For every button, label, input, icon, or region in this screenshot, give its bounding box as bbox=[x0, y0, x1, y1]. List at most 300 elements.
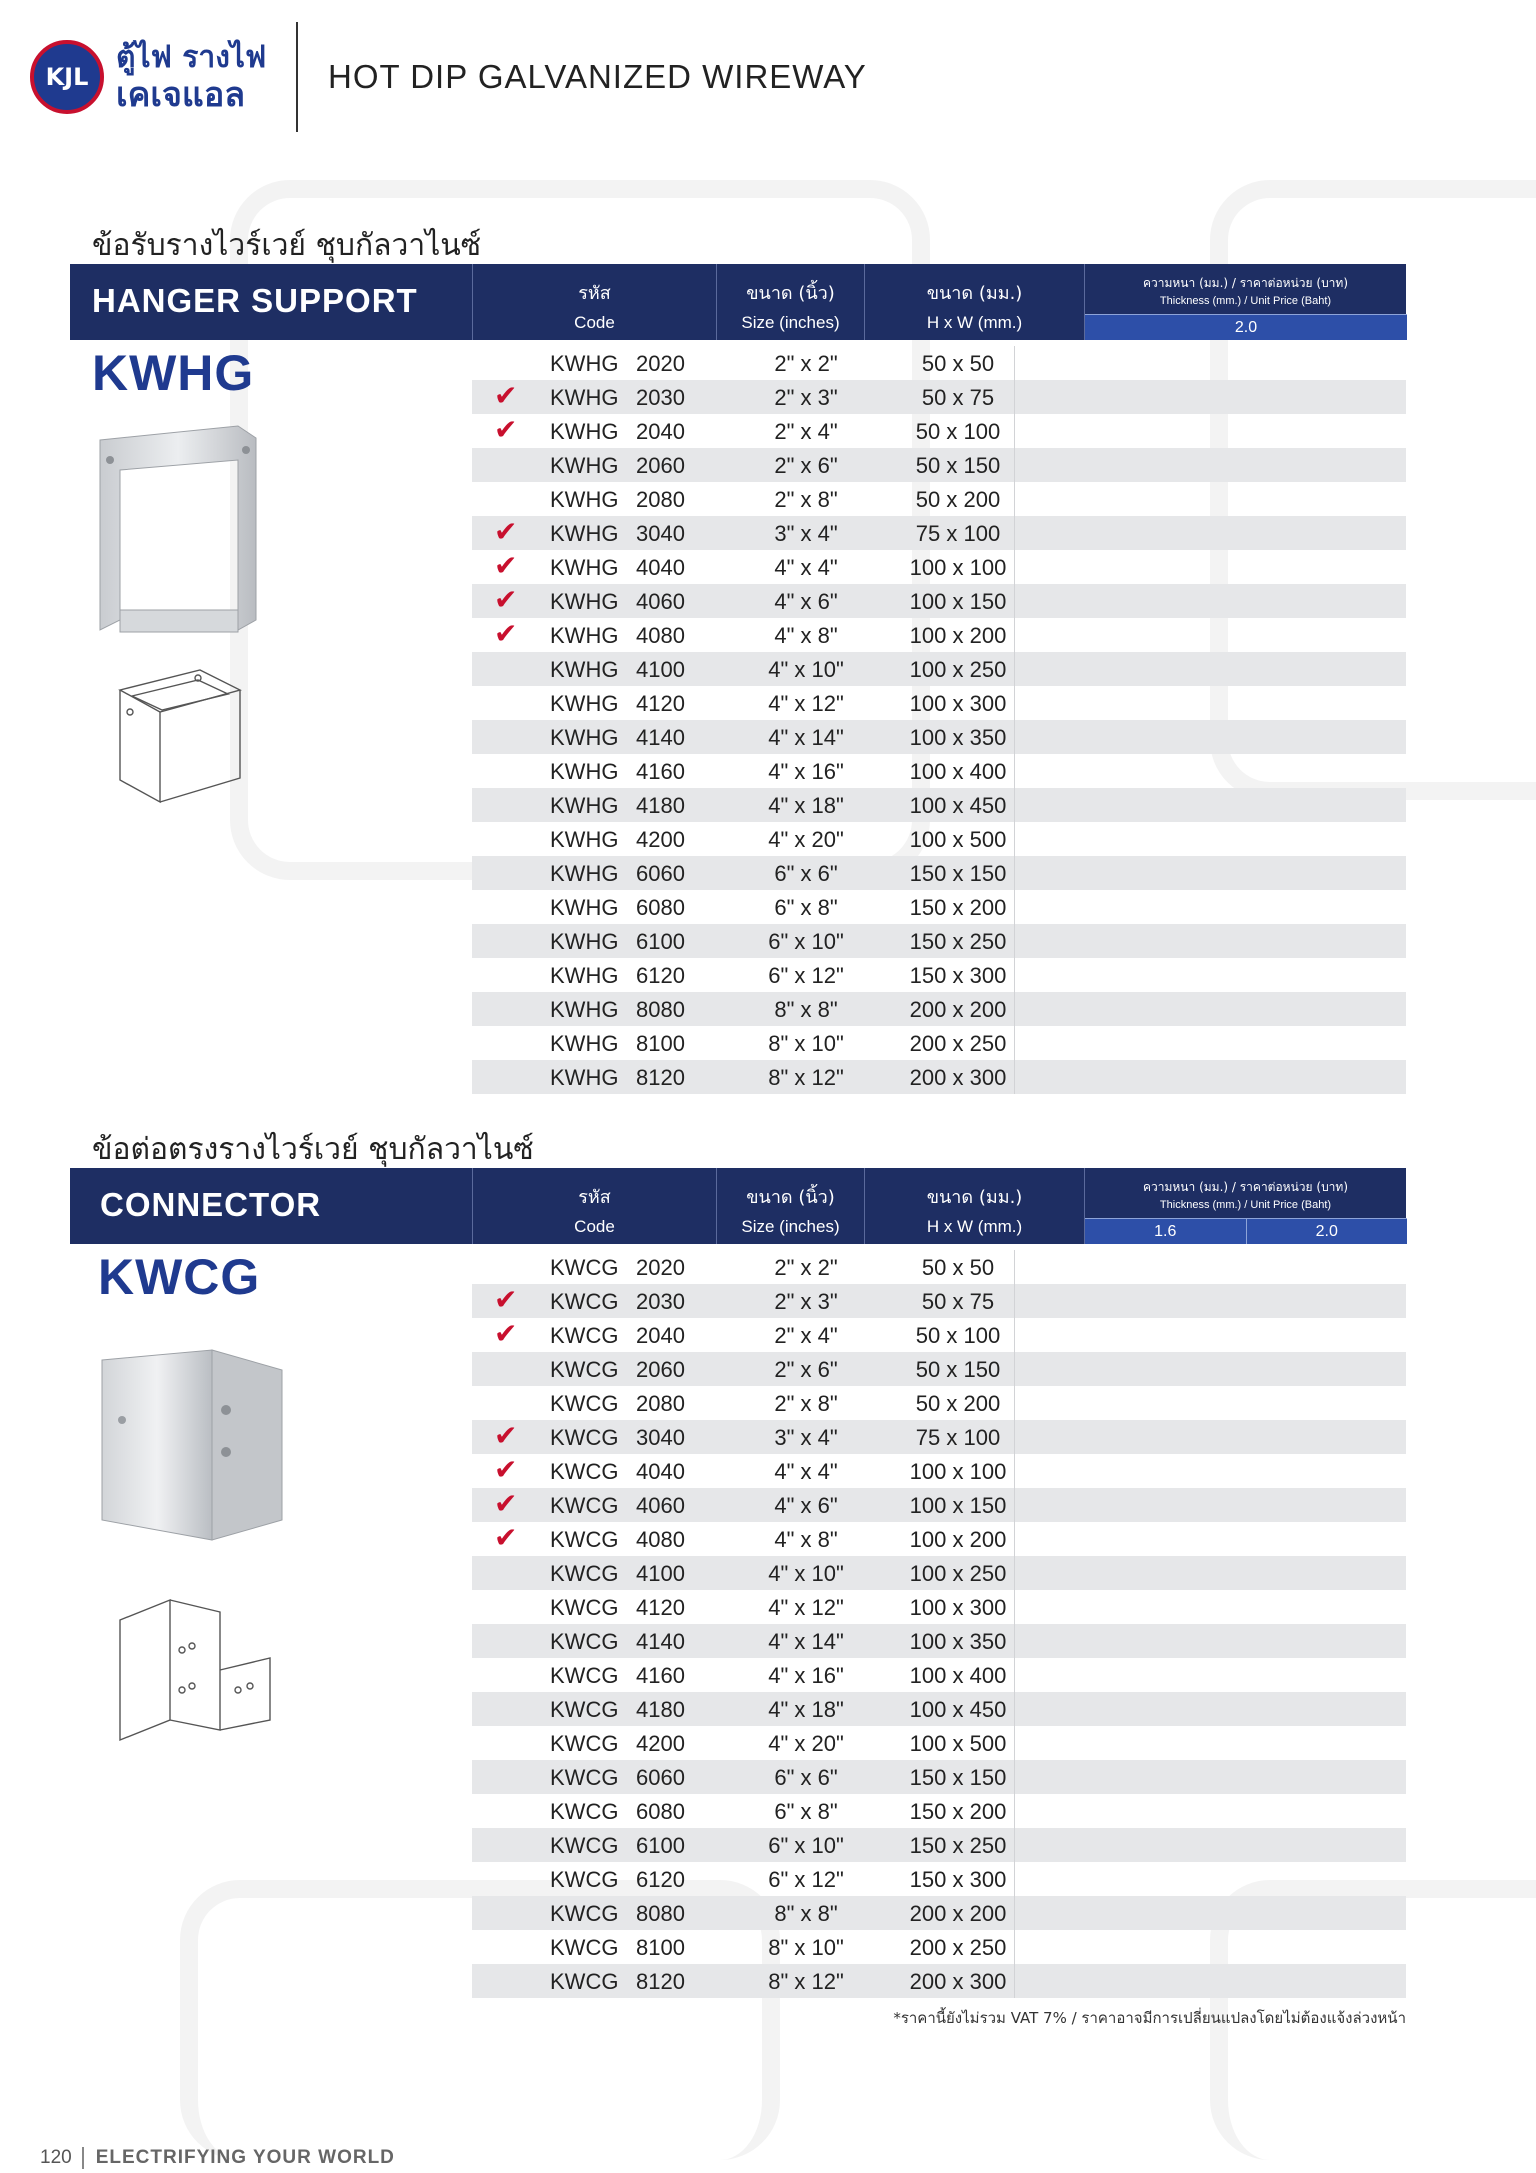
code-prefix: KWCG bbox=[550, 1969, 619, 1994]
thickness-value: 2.0 bbox=[1085, 315, 1407, 340]
code-number: 6060 bbox=[636, 861, 685, 886]
table-row bbox=[472, 958, 1406, 992]
check-mark-icon: ✔ bbox=[494, 583, 518, 616]
size-mm: 100 x 150 bbox=[909, 589, 1007, 614]
column-divider bbox=[1014, 1726, 1015, 1760]
code-prefix: KWCG bbox=[550, 1357, 619, 1382]
check-mark-icon: ✔ bbox=[494, 1453, 518, 1486]
code-number: 2060 bbox=[636, 453, 685, 478]
code-prefix: KWHG bbox=[550, 997, 619, 1022]
size-inches: 6" x 8" bbox=[774, 895, 838, 920]
size-inches: 4" x 12" bbox=[768, 1595, 844, 1620]
size-inches: 4" x 10" bbox=[768, 1561, 844, 1586]
table-row bbox=[472, 1658, 1406, 1692]
code-number: 6120 bbox=[636, 963, 685, 988]
size-mm: 75 x 100 bbox=[915, 521, 1001, 546]
code-number: 4080 bbox=[636, 1527, 685, 1552]
column-divider bbox=[1014, 1250, 1015, 1284]
size-inches: 2" x 8" bbox=[774, 1391, 838, 1416]
hanger-table bbox=[472, 346, 1406, 1094]
column-divider bbox=[1014, 380, 1015, 414]
column-divider bbox=[1014, 924, 1015, 958]
column-divider bbox=[1014, 1488, 1015, 1522]
code-number: 2030 bbox=[636, 385, 685, 410]
size-inches: 8" x 8" bbox=[774, 1901, 838, 1926]
column-divider bbox=[1014, 686, 1015, 720]
hanger-series-code: KWHG bbox=[92, 345, 255, 401]
col-size-inch-header: ขนาด (นิ้ว) Size (inches) bbox=[716, 1168, 864, 1244]
hanger-band-title: HANGER SUPPORT bbox=[92, 282, 418, 319]
code-prefix: KWCG bbox=[550, 1935, 619, 1960]
size-mm: 50 x 75 bbox=[921, 385, 995, 410]
code-prefix: KWCG bbox=[550, 1493, 619, 1518]
size-mm: 50 x 150 bbox=[915, 1357, 1001, 1382]
code-prefix: KWCG bbox=[550, 1799, 619, 1824]
code-number: 6120 bbox=[636, 1867, 685, 1892]
size-inches: 8" x 8" bbox=[774, 997, 838, 1022]
size-inches: 8" x 12" bbox=[768, 1065, 844, 1090]
code-number: 4180 bbox=[636, 793, 685, 818]
code-prefix: KWCG bbox=[550, 1663, 619, 1688]
table-row bbox=[472, 1026, 1406, 1060]
col-thickness-header: ความหนา (มม.) / ราคาต่อหน่วย (บาท) Thickness (mm.) / Unit Price (Baht) 2.0 bbox=[1084, 264, 1406, 340]
check-mark-icon: ✔ bbox=[494, 515, 518, 548]
table-row bbox=[472, 1420, 1406, 1454]
code-number: 6060 bbox=[636, 1765, 685, 1790]
code-number: 4140 bbox=[636, 725, 685, 750]
size-inches: 8" x 12" bbox=[768, 1969, 844, 1994]
size-inches: 4" x 6" bbox=[774, 589, 838, 614]
size-inches: 2" x 2" bbox=[774, 1255, 838, 1280]
code-number: 8100 bbox=[636, 1031, 685, 1056]
column-divider bbox=[1014, 1862, 1015, 1896]
size-inches: 4" x 6" bbox=[774, 1493, 838, 1518]
code-prefix: KWCG bbox=[550, 1561, 619, 1586]
hanger-header-band bbox=[70, 264, 1406, 340]
size-inches: 2" x 4" bbox=[774, 419, 838, 444]
table-row bbox=[472, 1352, 1406, 1386]
size-inches: 3" x 4" bbox=[774, 521, 838, 546]
size-inches: 4" x 16" bbox=[768, 759, 844, 784]
code-number: 2080 bbox=[636, 1391, 685, 1416]
code-number: 2030 bbox=[636, 1289, 685, 1314]
code-prefix: KWHG bbox=[550, 691, 619, 716]
code-prefix: KWCG bbox=[550, 1833, 619, 1858]
column-divider bbox=[1014, 1590, 1015, 1624]
size-mm: 100 x 200 bbox=[909, 1527, 1007, 1552]
column-divider bbox=[1014, 1760, 1015, 1794]
table-row bbox=[472, 720, 1406, 754]
table-row bbox=[472, 1590, 1406, 1624]
page-footer bbox=[40, 2146, 395, 2170]
code-prefix: KWCG bbox=[550, 1595, 619, 1620]
code-number: 8100 bbox=[636, 1935, 685, 1960]
code-prefix: KWHG bbox=[550, 351, 619, 376]
size-inches: 2" x 4" bbox=[774, 1323, 838, 1348]
column-divider bbox=[1014, 1794, 1015, 1828]
code-prefix: KWHG bbox=[550, 385, 619, 410]
code-prefix: KWCG bbox=[550, 1527, 619, 1552]
size-inches: 2" x 6" bbox=[774, 453, 838, 478]
col-code-header: รหัส Code bbox=[472, 264, 716, 340]
table-row bbox=[472, 1522, 1406, 1556]
code-prefix: KWCG bbox=[550, 1459, 619, 1484]
column-divider bbox=[1014, 1522, 1015, 1556]
check-mark-icon: ✔ bbox=[494, 413, 518, 446]
size-mm: 200 x 200 bbox=[909, 997, 1007, 1022]
code-prefix: KWCG bbox=[550, 1425, 619, 1450]
column-divider bbox=[1014, 754, 1015, 788]
size-inches: 2" x 3" bbox=[774, 385, 838, 410]
column-divider bbox=[1014, 652, 1015, 686]
table-row bbox=[472, 992, 1406, 1026]
size-inches: 2" x 6" bbox=[774, 1357, 838, 1382]
column-divider bbox=[1014, 618, 1015, 652]
code-prefix: KWCG bbox=[550, 1289, 619, 1314]
code-prefix: KWHG bbox=[550, 929, 619, 954]
page-number: 120 bbox=[40, 2147, 84, 2169]
size-mm: 150 x 250 bbox=[909, 929, 1007, 954]
connector-header-band bbox=[70, 1168, 1406, 1244]
table-row bbox=[472, 516, 1406, 550]
size-mm: 50 x 200 bbox=[915, 487, 1001, 512]
column-divider bbox=[1014, 1284, 1015, 1318]
code-prefix: KWHG bbox=[550, 555, 619, 580]
column-divider bbox=[1014, 584, 1015, 618]
size-mm: 150 x 200 bbox=[909, 895, 1007, 920]
size-mm: 100 x 150 bbox=[909, 1493, 1007, 1518]
code-number: 6100 bbox=[636, 1833, 685, 1858]
table-row bbox=[472, 1692, 1406, 1726]
code-prefix: KWCG bbox=[550, 1765, 619, 1790]
size-inches: 4" x 16" bbox=[768, 1663, 844, 1688]
size-mm: 50 x 50 bbox=[921, 1255, 995, 1280]
column-divider bbox=[1014, 550, 1015, 584]
code-prefix: KWHG bbox=[550, 487, 619, 512]
column-divider bbox=[1014, 1828, 1015, 1862]
table-row bbox=[472, 1318, 1406, 1352]
table-row bbox=[472, 1060, 1406, 1094]
size-inches: 4" x 4" bbox=[774, 555, 838, 580]
code-prefix: KWHG bbox=[550, 963, 619, 988]
code-number: 4080 bbox=[636, 623, 685, 648]
code-number: 4100 bbox=[636, 657, 685, 682]
size-mm: 100 x 100 bbox=[909, 1459, 1007, 1484]
logo-wordmark bbox=[116, 40, 276, 114]
code-number: 4140 bbox=[636, 1629, 685, 1654]
hanger-line-drawing bbox=[110, 650, 250, 810]
code-number: 4120 bbox=[636, 1595, 685, 1620]
column-divider bbox=[1014, 1930, 1015, 1964]
connector-series-code: KWCG bbox=[98, 1249, 261, 1305]
table-row bbox=[472, 414, 1406, 448]
size-inches: 4" x 18" bbox=[768, 1697, 844, 1722]
code-prefix: KWHG bbox=[550, 725, 619, 750]
code-number: 2080 bbox=[636, 487, 685, 512]
code-number: 2040 bbox=[636, 419, 685, 444]
code-number: 8120 bbox=[636, 1065, 685, 1090]
table-row bbox=[472, 856, 1406, 890]
table-row bbox=[472, 380, 1406, 414]
code-prefix: KWHG bbox=[550, 589, 619, 614]
size-inches: 6" x 12" bbox=[768, 963, 844, 988]
table-row bbox=[472, 1930, 1406, 1964]
size-inches: 2" x 8" bbox=[774, 487, 838, 512]
table-row bbox=[472, 1896, 1406, 1930]
size-mm: 50 x 200 bbox=[915, 1391, 1001, 1416]
table-row bbox=[472, 1556, 1406, 1590]
thickness-value: 1.6 bbox=[1085, 1219, 1246, 1244]
table-row bbox=[472, 686, 1406, 720]
check-mark-icon: ✔ bbox=[494, 1283, 518, 1316]
size-mm: 75 x 100 bbox=[915, 1425, 1001, 1450]
table-row bbox=[472, 618, 1406, 652]
size-mm: 100 x 300 bbox=[909, 1595, 1007, 1620]
connector-product-photo bbox=[92, 1330, 292, 1560]
column-divider bbox=[1014, 1964, 1015, 1998]
table-row bbox=[472, 346, 1406, 380]
size-inches: 6" x 10" bbox=[768, 929, 844, 954]
size-mm: 100 x 450 bbox=[909, 1697, 1007, 1722]
table-row bbox=[472, 1250, 1406, 1284]
code-number: 2020 bbox=[636, 1255, 685, 1280]
size-mm: 50 x 75 bbox=[921, 1289, 995, 1314]
code-prefix: KWCG bbox=[550, 1255, 619, 1280]
size-inches: 4" x 4" bbox=[774, 1459, 838, 1484]
size-inches: 2" x 2" bbox=[774, 351, 838, 376]
code-number: 2040 bbox=[636, 1323, 685, 1348]
code-number: 3040 bbox=[636, 521, 685, 546]
size-mm: 100 x 300 bbox=[909, 691, 1007, 716]
connector-table bbox=[472, 1250, 1406, 1998]
size-inches: 6" x 12" bbox=[768, 1867, 844, 1892]
code-number: 6080 bbox=[636, 1799, 685, 1824]
code-number: 8080 bbox=[636, 1901, 685, 1926]
table-row bbox=[472, 1862, 1406, 1896]
col-size-mm-header: ขนาด (มม.) H x W (mm.) bbox=[864, 264, 1084, 340]
code-number: 4060 bbox=[636, 1493, 685, 1518]
code-number: 4040 bbox=[636, 555, 685, 580]
column-divider bbox=[1014, 1556, 1015, 1590]
table-row bbox=[472, 1828, 1406, 1862]
size-inches: 4" x 14" bbox=[768, 725, 844, 750]
size-inches: 4" x 20" bbox=[768, 827, 844, 852]
table-row bbox=[472, 1386, 1406, 1420]
check-mark-icon: ✔ bbox=[494, 1317, 518, 1350]
size-inches: 4" x 12" bbox=[768, 691, 844, 716]
code-prefix: KWCG bbox=[550, 1901, 619, 1926]
column-divider bbox=[1014, 1658, 1015, 1692]
code-number: 2060 bbox=[636, 1357, 685, 1382]
size-mm: 150 x 300 bbox=[909, 963, 1007, 988]
code-prefix: KWCG bbox=[550, 1697, 619, 1722]
footer-tagline: ELECTRIFYING YOUR WORLD bbox=[95, 2147, 395, 2168]
size-inches: 2" x 3" bbox=[774, 1289, 838, 1314]
price-footnote: *ราคานี้ยังไม่รวม VAT 7% / ราคาอาจมีการเปลี่ยนแปลงโดยไม่ต้องแจ้งล่วงหน้า bbox=[893, 2009, 1406, 2027]
table-row bbox=[472, 550, 1406, 584]
code-prefix: KWHG bbox=[550, 759, 619, 784]
check-mark-icon: ✔ bbox=[494, 1487, 518, 1520]
table-row bbox=[472, 652, 1406, 686]
size-mm: 200 x 250 bbox=[909, 1935, 1007, 1960]
size-mm: 50 x 100 bbox=[915, 419, 1001, 444]
code-prefix: KWHG bbox=[550, 1065, 619, 1090]
check-mark-icon: ✔ bbox=[494, 617, 518, 650]
table-row bbox=[472, 890, 1406, 924]
code-prefix: KWHG bbox=[550, 895, 619, 920]
code-number: 4040 bbox=[636, 1459, 685, 1484]
table-row bbox=[472, 1726, 1406, 1760]
code-number: 8120 bbox=[636, 1969, 685, 1994]
code-number: 4120 bbox=[636, 691, 685, 716]
size-mm: 50 x 150 bbox=[915, 453, 1001, 478]
size-mm: 150 x 200 bbox=[909, 1799, 1007, 1824]
connector-thai-title: ข้อต่อตรงรางไวร์เวย์ ชุบกัลวาไนซ์ bbox=[92, 1132, 534, 1167]
column-divider bbox=[1014, 890, 1015, 924]
table-row bbox=[472, 1760, 1406, 1794]
size-inches: 4" x 14" bbox=[768, 1629, 844, 1654]
column-divider bbox=[1014, 516, 1015, 550]
size-mm: 100 x 350 bbox=[909, 1629, 1007, 1654]
connector-line-drawing bbox=[110, 1580, 280, 1750]
table-row bbox=[472, 924, 1406, 958]
code-prefix: KWHG bbox=[550, 419, 619, 444]
kjl-logo-icon: KJL bbox=[30, 40, 104, 114]
size-inches: 6" x 6" bbox=[774, 861, 838, 886]
column-divider bbox=[1014, 346, 1015, 380]
column-divider bbox=[1014, 448, 1015, 482]
size-mm: 100 x 250 bbox=[909, 1561, 1007, 1586]
size-mm: 200 x 200 bbox=[909, 1901, 1007, 1926]
code-number: 6080 bbox=[636, 895, 685, 920]
table-row bbox=[472, 1794, 1406, 1828]
size-inches: 4" x 18" bbox=[768, 793, 844, 818]
column-divider bbox=[1014, 958, 1015, 992]
code-prefix: KWHG bbox=[550, 657, 619, 682]
logo-thai-line1: ตู้ไฟ รางไฟ bbox=[116, 40, 267, 75]
table-row bbox=[472, 1624, 1406, 1658]
column-divider bbox=[1014, 1896, 1015, 1930]
column-divider bbox=[1014, 1624, 1015, 1658]
code-number: 4060 bbox=[636, 589, 685, 614]
size-mm: 100 x 350 bbox=[909, 725, 1007, 750]
size-inches: 4" x 8" bbox=[774, 1527, 838, 1552]
size-inches: 8" x 10" bbox=[768, 1935, 844, 1960]
column-divider bbox=[1014, 1692, 1015, 1726]
size-inches: 4" x 8" bbox=[774, 623, 838, 648]
column-divider bbox=[1014, 788, 1015, 822]
code-prefix: KWCG bbox=[550, 1391, 619, 1416]
check-mark-icon: ✔ bbox=[494, 1521, 518, 1554]
code-number: 4200 bbox=[636, 1731, 685, 1756]
col-code-header: รหัส Code bbox=[472, 1168, 716, 1244]
code-number: 4100 bbox=[636, 1561, 685, 1586]
size-mm: 200 x 300 bbox=[909, 1065, 1007, 1090]
code-prefix: KWHG bbox=[550, 861, 619, 886]
size-mm: 200 x 250 bbox=[909, 1031, 1007, 1056]
size-mm: 100 x 100 bbox=[909, 555, 1007, 580]
code-prefix: KWHG bbox=[550, 1031, 619, 1056]
logo-thai-line2: เคเจแอล bbox=[116, 75, 246, 115]
col-thickness-header: ความหนา (มม.) / ราคาต่อหน่วย (บาท) Thickness (mm.) / Unit Price (Baht) 1.6 2.0 bbox=[1084, 1168, 1406, 1244]
size-mm: 150 x 250 bbox=[909, 1833, 1007, 1858]
hanger-product-photo bbox=[88, 420, 268, 650]
column-divider bbox=[1014, 1060, 1015, 1094]
code-number: 4160 bbox=[636, 1663, 685, 1688]
size-inches: 4" x 10" bbox=[768, 657, 844, 682]
check-mark-icon: ✔ bbox=[494, 379, 518, 412]
column-divider bbox=[1014, 1026, 1015, 1060]
column-divider bbox=[1014, 1386, 1015, 1420]
column-divider bbox=[1014, 720, 1015, 754]
thickness-value: 2.0 bbox=[1246, 1219, 1408, 1244]
code-prefix: KWCG bbox=[550, 1731, 619, 1756]
code-prefix: KWHG bbox=[550, 623, 619, 648]
connector-band-title: CONNECTOR bbox=[100, 1186, 322, 1223]
table-row bbox=[472, 754, 1406, 788]
table-row bbox=[472, 482, 1406, 516]
code-prefix: KWCG bbox=[550, 1629, 619, 1654]
column-divider bbox=[1014, 1454, 1015, 1488]
size-inches: 6" x 8" bbox=[774, 1799, 838, 1824]
table-row bbox=[472, 448, 1406, 482]
code-number: 4160 bbox=[636, 759, 685, 784]
size-mm: 150 x 150 bbox=[909, 861, 1007, 886]
size-mm: 100 x 400 bbox=[909, 759, 1007, 784]
table-row bbox=[472, 822, 1406, 856]
column-divider bbox=[1014, 992, 1015, 1026]
column-divider bbox=[1014, 856, 1015, 890]
size-mm: 50 x 50 bbox=[921, 351, 995, 376]
thickness-values bbox=[1085, 1218, 1407, 1244]
code-number: 8080 bbox=[636, 997, 685, 1022]
col-size-inch-header: ขนาด (นิ้ว) Size (inches) bbox=[716, 264, 864, 340]
page-title: HOT DIP GALVANIZED WIREWAY bbox=[328, 58, 867, 95]
size-inches: 6" x 10" bbox=[768, 1833, 844, 1858]
check-mark-icon: ✔ bbox=[494, 549, 518, 582]
code-prefix: KWCG bbox=[550, 1867, 619, 1892]
column-divider bbox=[1014, 822, 1015, 856]
table-row bbox=[472, 584, 1406, 618]
size-mm: 100 x 250 bbox=[909, 657, 1007, 682]
code-number: 4180 bbox=[636, 1697, 685, 1722]
column-divider bbox=[1014, 1318, 1015, 1352]
size-mm: 100 x 400 bbox=[909, 1663, 1007, 1688]
size-mm: 100 x 450 bbox=[909, 793, 1007, 818]
size-inches: 6" x 6" bbox=[774, 1765, 838, 1790]
table-row bbox=[472, 1964, 1406, 1998]
table-row bbox=[472, 1454, 1406, 1488]
size-inches: 8" x 10" bbox=[768, 1031, 844, 1056]
code-prefix: KWCG bbox=[550, 1323, 619, 1348]
code-number: 6100 bbox=[636, 929, 685, 954]
check-mark-icon: ✔ bbox=[494, 1419, 518, 1452]
page-header bbox=[0, 0, 1536, 140]
code-number: 3040 bbox=[636, 1425, 685, 1450]
col-size-mm-header: ขนาด (มม.) H x W (mm.) bbox=[864, 1168, 1084, 1244]
column-divider bbox=[1014, 414, 1015, 448]
table-row bbox=[472, 788, 1406, 822]
code-prefix: KWHG bbox=[550, 793, 619, 818]
size-mm: 150 x 150 bbox=[909, 1765, 1007, 1790]
hanger-thai-title: ข้อรับรางไวร์เวย์ ชุบกัลวาไนซ์ bbox=[92, 228, 482, 263]
code-prefix: KWHG bbox=[550, 453, 619, 478]
code-prefix: KWHG bbox=[550, 521, 619, 546]
size-mm: 50 x 100 bbox=[915, 1323, 1001, 1348]
column-divider bbox=[1014, 1352, 1015, 1386]
header-divider bbox=[296, 22, 298, 132]
size-mm: 150 x 300 bbox=[909, 1867, 1007, 1892]
